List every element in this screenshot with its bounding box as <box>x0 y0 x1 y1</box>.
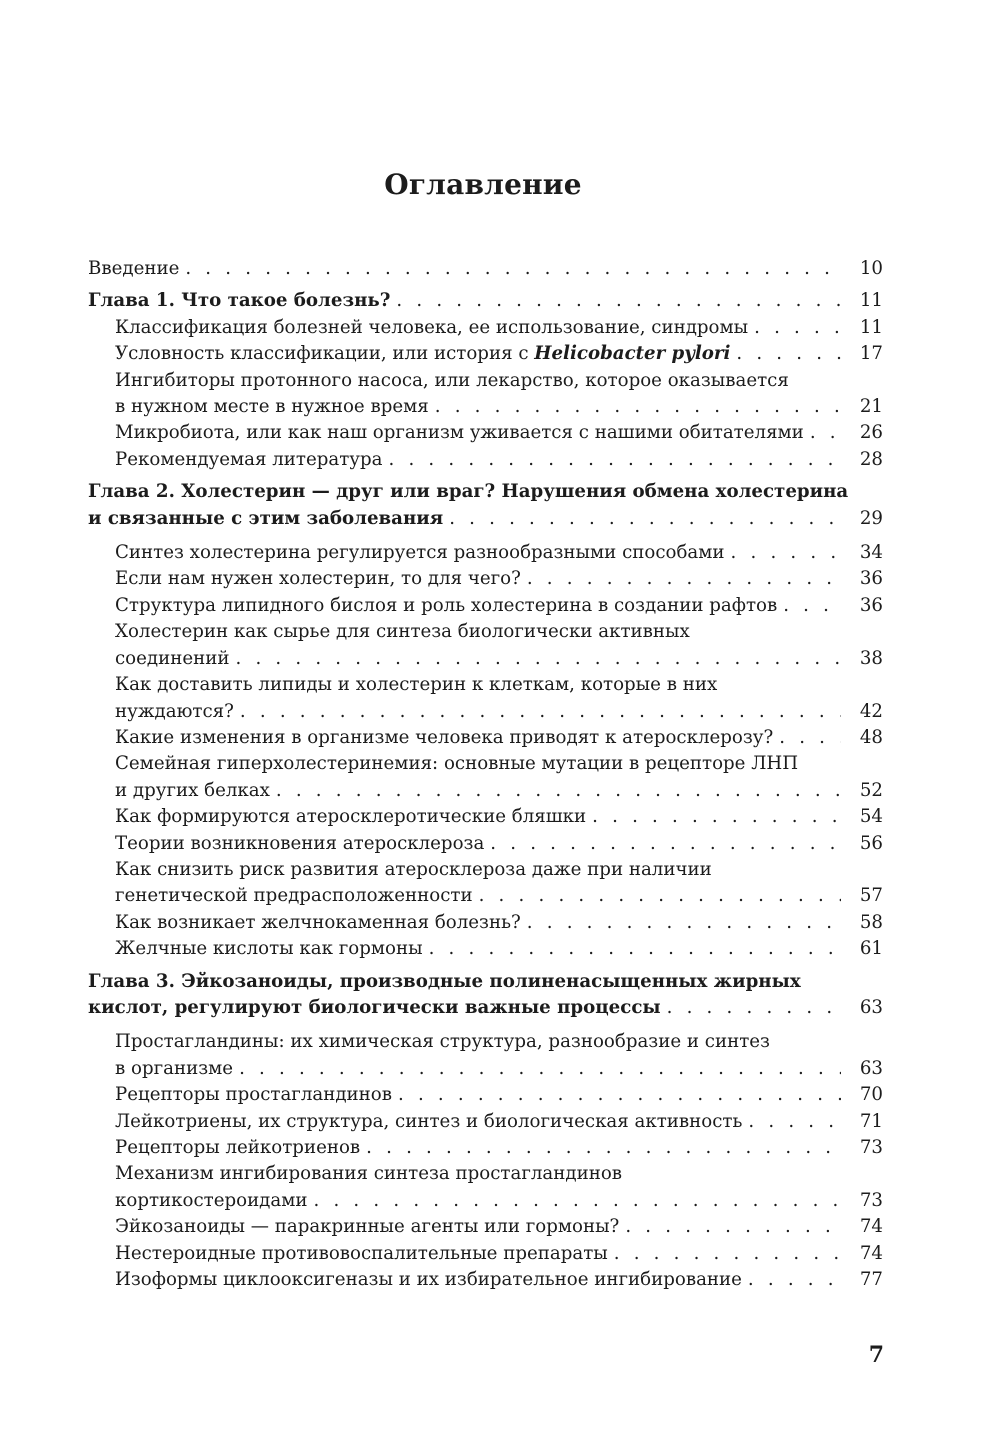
dot-leader <box>234 699 841 725</box>
toc-page-number: 73 <box>859 1137 883 1158</box>
toc-entry-title: Теории возникновения атеросклероза <box>115 832 485 854</box>
toc-entry-title: Какие изменения в организме человека приводят к атеросклерозу? <box>115 726 774 748</box>
toc-page-number: 57 <box>859 885 883 907</box>
toc-entry-title: Рецепторы простагландинов <box>115 1084 392 1106</box>
page-title: Оглавление <box>384 168 582 201</box>
dot-leader <box>443 506 841 532</box>
toc-entry-title: Структура липидного бислоя и роль холестерина в создании рафтов <box>115 594 778 616</box>
toc-entry[interactable] <box>88 540 883 566</box>
dot-leader <box>360 1135 841 1161</box>
dot-leader <box>308 1188 842 1214</box>
toc-entry[interactable] <box>88 368 883 421</box>
toc-entry[interactable] <box>88 672 883 725</box>
dot-leader <box>521 910 841 936</box>
toc-page-number: 11 <box>859 316 883 338</box>
toc-page-number: 29 <box>859 507 883 529</box>
toc-entry-title: Как снизить риск развития атеросклероза даже при наличии <box>115 858 712 880</box>
toc-page-number: 74 <box>859 1242 883 1264</box>
toc-entry-title: Как формируются атеросклеротические бляшки <box>115 806 587 828</box>
toc-page-number: 42 <box>859 700 883 722</box>
toc-page-number: 28 <box>859 448 883 470</box>
toc-page-number: 52 <box>859 779 883 801</box>
toc-page-number: 56 <box>859 832 883 854</box>
toc-entry-title: Механизм ингибирования синтеза простагландинов <box>115 1163 623 1185</box>
toc-entry-title: Глава 1. Что такое болезнь? <box>88 290 391 312</box>
toc-page-number: 73 <box>859 1189 883 1211</box>
toc-page-number: 34 <box>859 542 883 564</box>
toc-entry[interactable] <box>88 725 883 751</box>
toc-chapter[interactable] <box>88 969 883 1022</box>
toc-page-number: 77 <box>859 1269 883 1291</box>
toc-page-number: 38 <box>859 647 883 669</box>
dot-leader <box>484 831 841 857</box>
toc-entry-title: Введение <box>88 258 180 279</box>
dot-leader <box>473 883 841 909</box>
toc-chapter[interactable] <box>88 288 883 314</box>
toc-entry-title: Холестерин как сырье для синтеза биологически активных <box>115 621 690 643</box>
toc-entry-title: кислот, регулируют биологически важные процессы <box>88 996 661 1018</box>
toc-page-number: 17 <box>859 343 883 365</box>
toc-entry-title: Семейная гиперхолестеринемия: основные мутации в рецепторе ЛНП <box>115 753 799 775</box>
toc-entry[interactable] <box>88 1082 883 1108</box>
toc-entry[interactable] <box>88 315 883 341</box>
toc-page-number: 61 <box>859 938 883 960</box>
page-number: 7 <box>868 1342 884 1368</box>
dot-leader <box>725 540 841 566</box>
toc-entry-title: соединений <box>115 647 230 669</box>
dot-leader <box>233 1056 841 1082</box>
toc-entry-title: и связанные с этим заболевания <box>88 507 444 529</box>
toc-entry-title: и других белках <box>115 779 270 801</box>
dot-leader <box>390 288 841 314</box>
toc-entry[interactable] <box>88 619 883 672</box>
dot-leader <box>773 725 841 751</box>
toc-entry-title: нуждаются? <box>115 700 234 722</box>
toc-page-number: 54 <box>859 806 883 828</box>
toc-page-number: 63 <box>859 996 883 1018</box>
toc-entry[interactable] <box>88 593 883 619</box>
toc-entry-title: Желчные кислоты как гормоны <box>115 938 423 960</box>
dot-leader <box>777 593 841 619</box>
toc-page-number: 58 <box>859 911 883 933</box>
dot-leader <box>586 804 841 830</box>
dot-leader <box>742 1109 841 1135</box>
toc-entry[interactable] <box>88 910 883 936</box>
toc-page-number: 48 <box>859 726 883 748</box>
toc-entry-title: Синтез холестерина регулируется разнообразными способами <box>115 542 725 564</box>
toc-entry-title: Ингибиторы протонного насоса, или лекарство, которое оказывается <box>115 369 789 391</box>
dot-leader <box>179 256 841 282</box>
toc-entry[interactable] <box>88 857 883 910</box>
toc-entry-title: Условность классификации, или история с Helicobacter pylori <box>115 343 731 365</box>
toc-entry-title: Глава 3. Эйкозаноиды, производные полиненасыщенных жирных <box>88 970 801 992</box>
toc-entry[interactable] <box>88 751 883 804</box>
toc-entry-title: Изоформы циклооксигеназы и их избирательное ингибирование <box>115 1269 742 1291</box>
toc-entry[interactable] <box>88 1161 883 1214</box>
dot-leader <box>804 420 841 446</box>
dot-leader <box>429 394 841 420</box>
toc-page-number: 36 <box>859 568 883 590</box>
dot-leader <box>392 1082 841 1108</box>
toc-entry[interactable] <box>88 1241 883 1267</box>
toc-entry-title: в нужном месте в нужное время <box>115 396 429 418</box>
table-of-contents <box>88 256 883 1293</box>
toc-entry-title: Классификация болезней человека, ее использование, синдромы <box>115 316 749 338</box>
toc-entry[interactable] <box>88 1135 883 1161</box>
toc-entry-title: Как возникает желчнокаменная болезнь? <box>115 911 521 933</box>
toc-page-number: 63 <box>859 1057 883 1079</box>
toc-page-number: 11 <box>859 290 883 312</box>
toc-page-number: 71 <box>859 1110 883 1132</box>
dot-leader <box>608 1241 841 1267</box>
toc-entry-title: Как доставить липиды и холестерин к клеткам, которые в них <box>115 674 718 696</box>
toc-entry[interactable] <box>88 447 883 473</box>
toc-entry[interactable] <box>88 341 883 367</box>
toc-entry-title: Нестероидные противовоспалительные препараты <box>115 1242 608 1264</box>
toc-page-number: 74 <box>859 1216 883 1238</box>
toc-entry[interactable] <box>88 936 883 962</box>
toc-entry-title: Если нам нужен холестерин, то для чего? <box>115 568 521 590</box>
dot-leader <box>521 566 841 592</box>
toc-page-number: 26 <box>859 422 883 444</box>
dot-leader <box>270 778 841 804</box>
toc-entry-title: Рецепторы лейкотриенов <box>115 1137 361 1158</box>
toc-entry[interactable] <box>88 420 883 446</box>
toc-entry[interactable] <box>88 1267 883 1293</box>
toc-entry-title: кортикостероидами <box>115 1189 308 1211</box>
toc-entry-title: генетической предрасположенности <box>115 885 473 907</box>
toc-entry[interactable] <box>88 566 883 592</box>
toc-page-number: 21 <box>859 396 883 418</box>
dot-leader <box>748 315 841 341</box>
toc-entry-title: в организме <box>115 1057 234 1079</box>
dot-leader <box>661 995 841 1021</box>
toc-entry[interactable] <box>88 256 883 282</box>
toc-entry-title: Лейкотриены, их структура, синтез и биологическая активность <box>115 1110 743 1132</box>
toc-entry-title: Микробиота, или как наш организм уживается с нашими обитателями <box>115 422 804 444</box>
toc-entry-title: Простагландины: их химическая структура, разнообразие и синтез <box>115 1031 770 1053</box>
dot-leader <box>742 1267 841 1293</box>
toc-chapter[interactable] <box>88 479 883 532</box>
toc-entry[interactable] <box>88 1214 883 1240</box>
toc-entry-title: Рекомендуемая литература <box>115 448 383 470</box>
toc-entry[interactable] <box>88 1109 883 1135</box>
dot-leader <box>730 341 841 367</box>
toc-entry-title: Эйкозаноиды — паракринные агенты или гормоны? <box>115 1216 620 1238</box>
dot-leader <box>619 1214 841 1240</box>
dot-leader <box>229 646 841 672</box>
dot-leader <box>423 936 841 962</box>
toc-page-number: 10 <box>859 258 883 279</box>
toc-entry[interactable] <box>88 1029 883 1082</box>
toc-page-number: 36 <box>859 594 883 616</box>
toc-page-number: 70 <box>859 1084 883 1106</box>
toc-entry[interactable] <box>88 831 883 857</box>
dot-leader <box>383 447 842 473</box>
toc-entry[interactable] <box>88 804 883 830</box>
toc-entry-title: Глава 2. Холестерин — друг или враг? Нарушения обмена холестерина <box>88 481 849 503</box>
